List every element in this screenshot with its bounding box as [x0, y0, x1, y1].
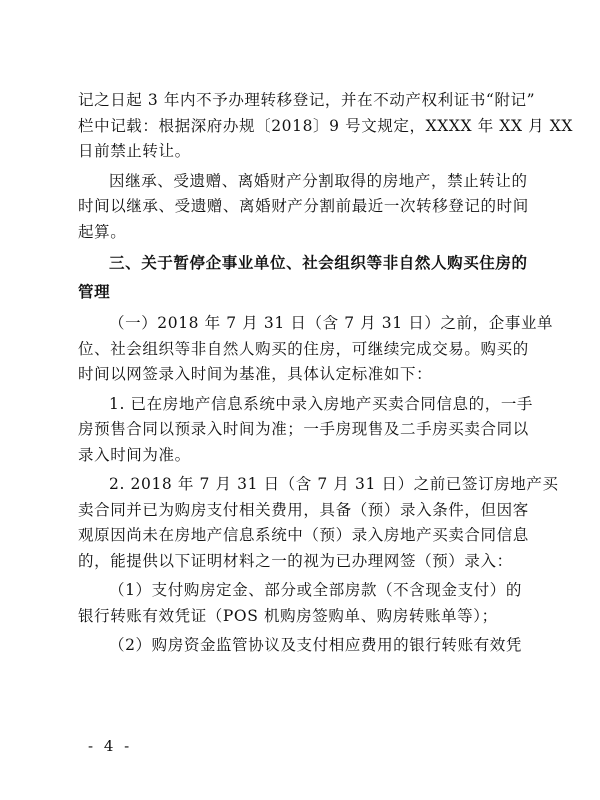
text-line: （一）2018 年 7 月 31 日（含 7 月 31 日）之前，企事业单	[109, 314, 554, 332]
text-line: 日前禁止转让。	[78, 142, 191, 160]
paragraph-evidence-2	[78, 633, 530, 659]
text-line: 1. 已在房地产信息系统中录入房地产买卖合同信息的，一手	[109, 394, 534, 413]
paragraph-inheritance	[78, 169, 530, 246]
text-line: 观原因尚未在房地产信息系统中（预）录入房地产买卖合同信息	[78, 526, 529, 544]
text-line: 2. 2018 年 7 月 31 日（含 7 月 31 日）之前已签订房地产买	[109, 475, 559, 493]
text-line: 时间以网签录入时间为基准，具体认定标准如下：	[78, 365, 433, 383]
text-line: 录入时间为准。	[78, 445, 191, 464]
text-line: 记之日起 3 年内不予办理转移登记，并在不动产权利证书“附记”	[78, 91, 536, 109]
paragraph-transfer-restriction-continued	[78, 88, 574, 165]
text-line: 因继承、受遗赠、离婚财产分割取得的房地产，禁止转让的	[109, 171, 528, 190]
text-line: 卖合同并已为购房支付相关费用，具备（预）录入条件，但因客	[78, 500, 529, 519]
page-number: - 4 -	[88, 737, 133, 755]
paragraph-criterion-1	[78, 392, 534, 469]
document-body	[78, 88, 574, 659]
text-line: 房预售合同以预录入时间为准；一手房现售及二手房买卖合同以	[78, 420, 529, 438]
text-line: 的，能提供以下证明材料之一的视为已办理网签（预）录入：	[78, 551, 513, 570]
paragraph-evidence-1	[78, 578, 530, 629]
paragraph-criterion-2	[78, 472, 559, 574]
paragraph-item-one	[78, 311, 554, 388]
text-line: （1）支付购房定金、部分或全部房款（不含现金支付）的	[109, 581, 522, 599]
text-line: 起算。	[78, 222, 127, 241]
section-heading-line: 三、关于暂停企事业单位、社会组织等非自然人购买住房的	[109, 254, 528, 272]
text-line: 位、社会组织等非自然人购买的住房，可继续完成交易。购买的	[78, 339, 529, 358]
section-heading-line: 管理	[78, 283, 111, 301]
text-line: 银行转账有效凭证（POS 机购房签购单、购房转账单等）；	[78, 606, 498, 625]
text-line: 栏中记载：根据深府办规〔2018〕9 号文规定，XXXX 年 XX 月 XX	[78, 116, 574, 135]
section-heading-three	[78, 249, 530, 307]
text-line: （2）购房资金监管协议及支付相应费用的银行转账有效凭	[109, 636, 522, 654]
text-line: 时间以继承、受遗赠、离婚财产分割前最近一次转移登记的时间	[78, 197, 529, 215]
